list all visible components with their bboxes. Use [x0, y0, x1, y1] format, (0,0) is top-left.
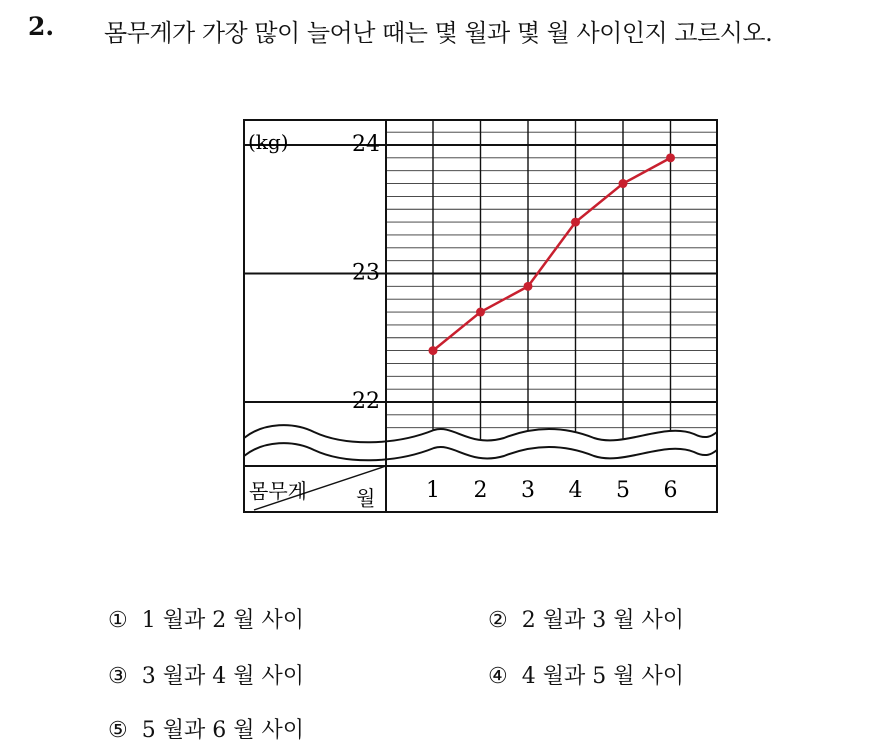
y-axis-unit-label: (kg) [248, 130, 289, 154]
choice-2-text: 2 월과 3 월 사이 [521, 608, 684, 633]
choice-5[interactable] [108, 713, 304, 744]
x-tick-label: 6 [663, 478, 678, 503]
table-corner-label: 몸무게 [249, 479, 307, 503]
choice-3-mark: ③ [108, 664, 128, 689]
y-tick-label: 23 [352, 260, 380, 286]
choice-3-text: 3 월과 4 월 사이 [141, 664, 304, 689]
question-text: 몸무게가 가장 많이 늘어난 때는 몇 월과 몇 월 사이인지 고르시오. [104, 19, 773, 47]
choice-1-mark: ① [108, 608, 128, 633]
x-tick-label: 3 [521, 478, 535, 503]
x-axis-label: 월 [356, 486, 376, 510]
x-tick-label: 5 [616, 478, 630, 503]
choice-1[interactable] [108, 603, 304, 634]
series-polyline [433, 158, 671, 351]
choice-1-text: 1 월과 2 월 사이 [141, 608, 304, 633]
choice-4-mark: ④ [488, 664, 508, 689]
y-tick-label: 22 [352, 389, 380, 414]
x-tick-labels [426, 478, 678, 503]
y-tick-labels [352, 132, 380, 414]
data-point [619, 179, 628, 188]
data-point [524, 282, 533, 291]
choice-4-text: 4 월과 5 월 사이 [521, 664, 684, 689]
choice-5-text: 5 월과 6 월 사이 [141, 718, 304, 743]
data-point [666, 153, 675, 162]
data-point [429, 346, 438, 355]
y-tick-label: 24 [352, 132, 380, 157]
choice-3[interactable] [108, 659, 304, 690]
x-tick-label: 4 [568, 478, 583, 503]
data-point [571, 218, 580, 227]
x-tick-label: 1 [426, 478, 440, 503]
choice-2-mark: ② [488, 608, 508, 633]
choice-4[interactable] [488, 659, 684, 690]
x-tick-label: 2 [473, 478, 488, 503]
choice-2[interactable] [488, 603, 684, 634]
data-point [476, 308, 485, 317]
choice-5-mark: ⑤ [108, 718, 128, 743]
question-number: 2. [28, 12, 55, 41]
